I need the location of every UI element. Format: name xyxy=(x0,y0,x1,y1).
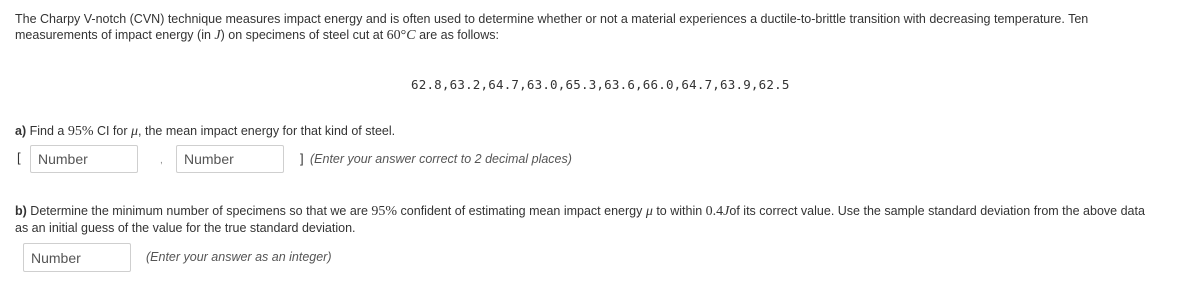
intro-line-2 xyxy=(15,27,1195,44)
part-b-line-1 xyxy=(15,203,1195,220)
tolerance-value: 0.4 xyxy=(705,204,724,219)
close-bracket: ] xyxy=(300,151,304,166)
confidence-percent: 95% xyxy=(371,204,398,219)
part-b-line-1-post: of its correct value. Use the sample standard deviation from the above data xyxy=(729,204,1145,218)
intro-line-1: The Charpy V-notch (CVN) technique measures impact energy and is often used to determine whether or not a material experiences a ductile-to-brittle transition with decreasing temperature. Ten xyxy=(15,12,1089,26)
part-b-line-1-pre: Determine the minimum number of specimens so that we are xyxy=(26,204,372,218)
ci-upper-input[interactable] xyxy=(176,145,284,173)
part-a-hint: (Enter your answer correct to 2 decimal places) xyxy=(310,152,572,166)
ci-separator-comma: , xyxy=(160,155,163,166)
ci-percent: 95% xyxy=(67,124,94,139)
part-a-label: a) xyxy=(15,124,27,138)
sample-size-input[interactable] xyxy=(23,243,131,272)
part-a-question xyxy=(15,123,395,140)
intro-line-2-pre: measurements of impact energy (in xyxy=(15,28,215,42)
ci-lower-input[interactable] xyxy=(30,145,138,173)
part-b-line-1-mid: confident of estimating mean impact energy xyxy=(397,204,646,218)
energy-unit-var: J xyxy=(214,28,221,43)
tolerance-unit: J xyxy=(723,204,730,219)
mu-symbol: μ xyxy=(131,124,139,139)
problem-intro xyxy=(15,11,1195,44)
open-bracket: [ xyxy=(17,150,21,165)
part-b-line-2: as an initial guess of the value for the true standard deviation. xyxy=(15,221,356,235)
part-b-label: b) xyxy=(15,204,27,218)
temperature-unit: C xyxy=(406,28,416,43)
part-b-hint: (Enter your answer as an integer) xyxy=(146,250,332,264)
part-a-text-post: , the mean impact energy for that kind of steel. xyxy=(138,124,396,138)
intro-line-2-post: are as follows: xyxy=(415,28,499,42)
measurement-data: 62.8,63.2,64.7,63.0,65.3,63.6,66.0,64.7,63.9,62.5 xyxy=(411,77,790,92)
part-a-text-mid: CI for xyxy=(93,124,131,138)
temperature-value: 60° xyxy=(386,28,407,43)
mu-symbol-b: μ xyxy=(645,204,653,219)
part-a-text-pre: Find a xyxy=(26,124,68,138)
part-b-line-1-mid2: to within xyxy=(652,204,706,218)
intro-line-2-mid: ) on specimens of steel cut at xyxy=(220,28,387,42)
part-b-question xyxy=(15,203,1195,236)
